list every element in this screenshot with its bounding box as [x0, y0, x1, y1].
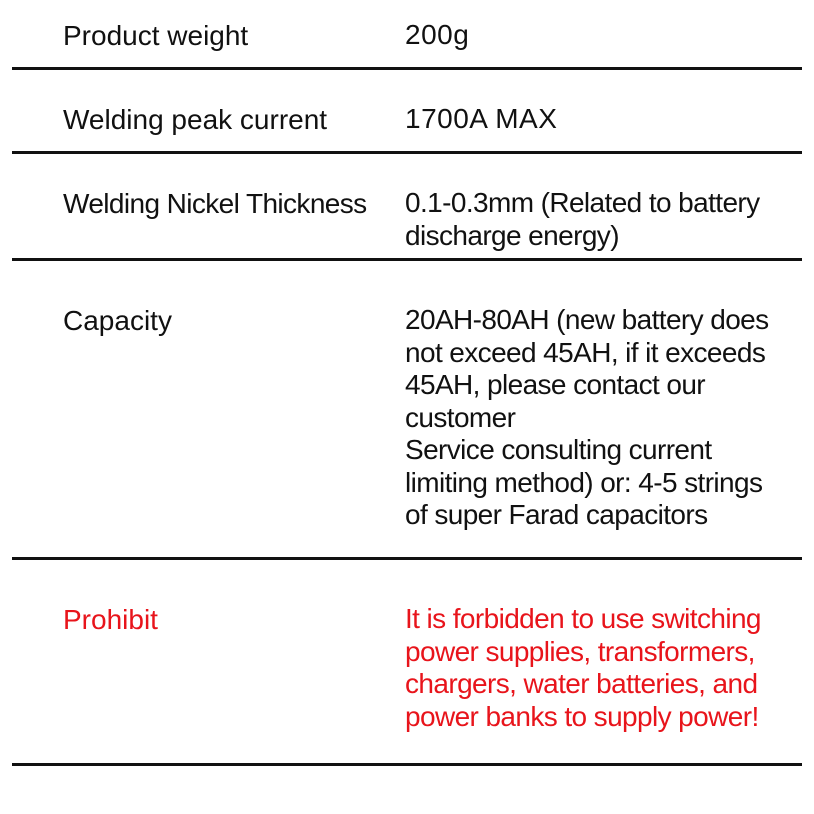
spec-value-capacity: 20AH-80AH (new battery does not exceed 45AH, if it exceeds 45AH, please contact our customer Service consulting current limiting method) or: 4-5 strings of super Farad capacitors [405, 304, 769, 530]
row-divider [12, 763, 802, 766]
spec-label-capacity: Capacity [63, 305, 172, 336]
spec-value-product-weight: 200g [405, 19, 470, 50]
spec-label-welding-nickel-thickness: Welding Nickel Thickness [63, 188, 367, 219]
row-divider [12, 67, 802, 70]
spec-value-welding-peak-current: 1700A MAX [405, 103, 558, 134]
spec-label-welding-peak-current: Welding peak current [63, 104, 328, 135]
row-divider [12, 258, 802, 261]
spec-label-prohibit: Prohibit [63, 604, 158, 635]
spec-value-prohibit: It is forbidden to use switching power supplies, transformers, chargers, water batteries, and power banks to supply power! [405, 603, 761, 732]
row-divider [12, 557, 802, 560]
spec-value-welding-nickel-thickness: 0.1-0.3mm (Related to battery discharge energy) [405, 187, 760, 251]
spec-label-product-weight: Product weight [63, 20, 249, 51]
row-divider [12, 151, 802, 154]
